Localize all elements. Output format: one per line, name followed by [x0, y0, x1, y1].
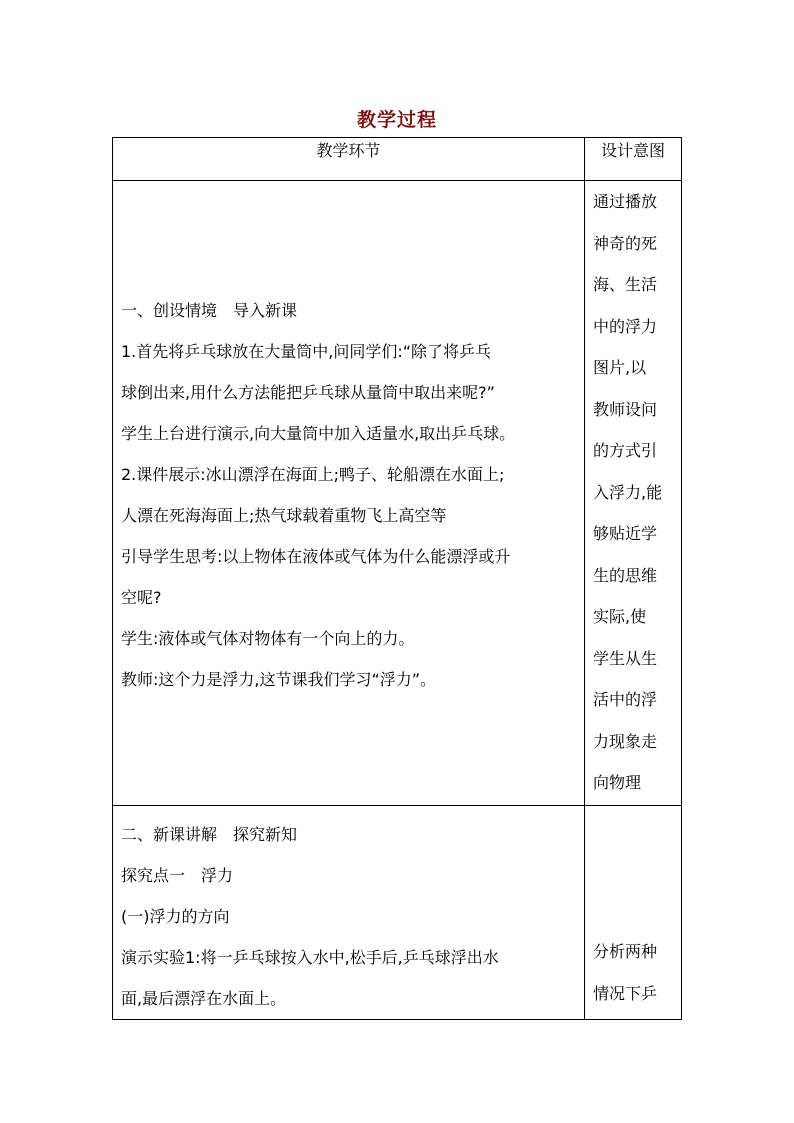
- text-line: 学生上台进行演示,向大量筒中加入适量水,取出乒乓球。: [121, 424, 516, 443]
- text-line: 空呢?: [121, 588, 162, 607]
- text-line: 1.首先将乒乓球放在大量筒中,问同学们:“除了将乒乓: [121, 342, 492, 361]
- text-line: 2.课件展示:冰山漂浮在海面上;鸭子、轮船漂在水面上;: [121, 465, 505, 484]
- text-line: 够贴近学: [593, 524, 658, 543]
- text-line: 教师:这个力是浮力,这节课我们学习“浮力”。: [121, 670, 437, 689]
- header-teaching-step: 教学环节: [113, 138, 585, 181]
- text-line: 情况下乒: [593, 983, 658, 1003]
- row2-steps-cell: [113, 806, 585, 1020]
- text-line: 活中的浮: [593, 690, 658, 709]
- row1-intent-cell: [585, 181, 682, 806]
- text-line: 二、新课讲解 探究新知: [121, 825, 298, 844]
- text-line: 通过播放: [593, 192, 658, 211]
- table-header-row: [113, 138, 682, 181]
- text-line: 学生从生: [593, 648, 658, 668]
- text-line: 学生:液体或气体对物体有一个向上的力。: [121, 629, 415, 648]
- text-line: 向物理: [593, 773, 642, 792]
- text-line: 分析两种: [593, 942, 658, 961]
- text-line: 引导学生思考:以上物体在液体或气体为什么能漂浮或升: [121, 547, 511, 566]
- text-line: 生的思维: [593, 565, 658, 585]
- text-line: (一)浮力的方向: [121, 907, 230, 926]
- text-line: 演示实验1:将一乒乓球按入水中,松手后,乒乓球浮出水: [121, 948, 499, 967]
- text-line: 中的浮力: [593, 316, 658, 336]
- text-line: 球倒出来,用什么方法能把乒乓球从量筒中取出来呢?”: [121, 383, 495, 402]
- text-line: 图片,以: [593, 358, 647, 377]
- text-line: 教师设问: [593, 399, 658, 419]
- text-line: 实际,使: [593, 607, 647, 626]
- text-line: 的方式引: [593, 441, 658, 460]
- row2-intent-cell: [585, 806, 682, 1020]
- row1-steps-cell: [113, 181, 585, 806]
- text-line: 神奇的死: [593, 233, 658, 253]
- text-line: 人漂在死海海面上;热气球载着重物飞上高空等: [121, 506, 447, 525]
- lesson-table: [112, 137, 682, 1020]
- text-line: 面,最后漂浮在水面上。: [121, 989, 287, 1008]
- table-row: [113, 181, 682, 806]
- page-title: 教学过程: [356, 109, 437, 131]
- text-line: 一、创设情境 导入新课: [121, 301, 298, 320]
- table-row: [113, 806, 682, 1020]
- header-design-intent: 设计意图: [585, 138, 682, 181]
- text-line: 力现象走: [593, 731, 658, 751]
- text-line: 海、生活: [593, 275, 658, 294]
- text-line: 入浮力,能: [593, 482, 663, 502]
- text-line: 探究点一 浮力: [121, 866, 234, 885]
